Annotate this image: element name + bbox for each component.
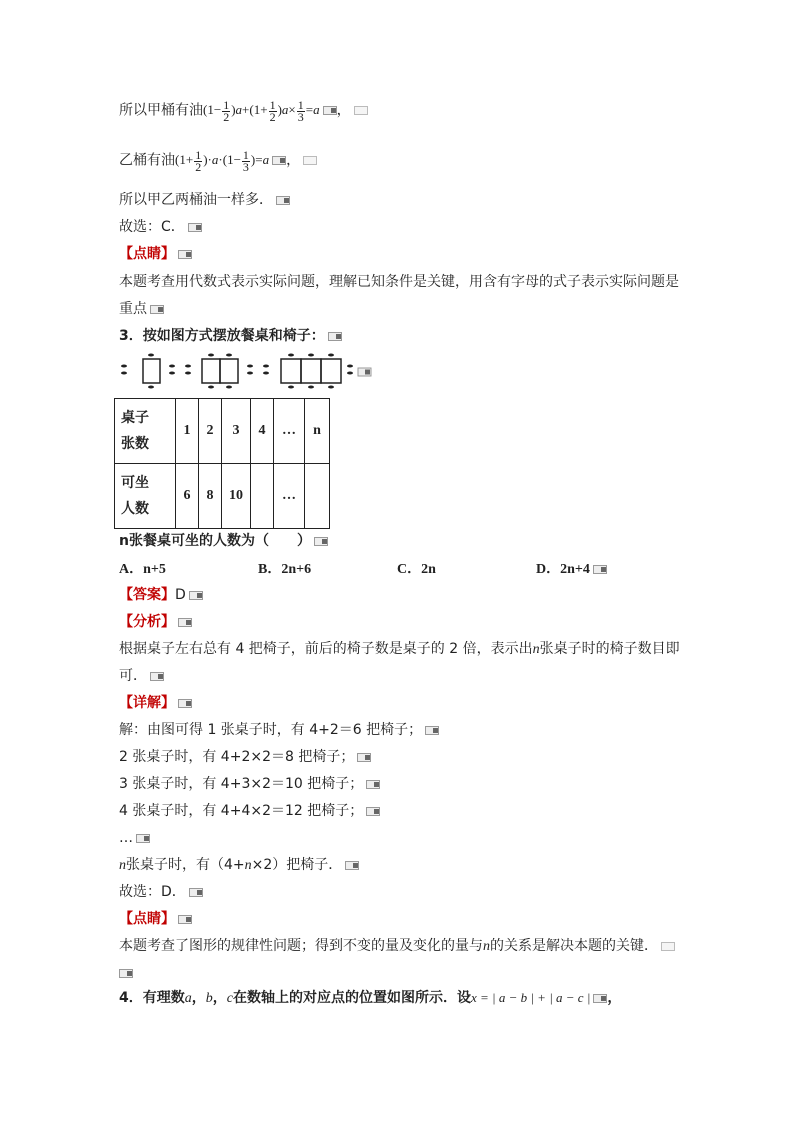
image-placeholder-icon [328,332,342,341]
image-placeholder-icon [276,196,290,205]
arrangement-1-table [121,354,160,389]
answer-line: 【答案】D [119,585,203,605]
text-yi-oil: 乙桶有油 [119,152,175,169]
image-placeholder-icon [661,942,675,951]
image-placeholder-icon [323,106,337,115]
choice-line-d: 故选：D． [119,882,203,902]
question-3-prompt: n张餐桌可坐的人数为（ ） [119,531,328,551]
analysis-line-1: 根据桌子左右总有 4 把椅子，前后的椅子数是桌子的 2 倍，表示出n张桌子时的椅子数目即 [119,641,680,657]
arrangement-3-tables [247,354,353,389]
fenxi-heading: 【分析】 [119,612,192,632]
table-row [115,464,330,529]
table-cell: 1 [176,399,199,464]
xiangjie-heading: 【详解】 [119,693,192,713]
image-placeholder-icon [150,672,164,681]
image-placeholder-icon [593,565,607,574]
formula-yi: (1+ $\frac{1}{2}$ )·a·(1− $\frac{1}{3}$ )=a [175,148,270,174]
image-placeholder-icon [593,994,607,1003]
table-cell [251,464,274,529]
fraction-half: $\frac{1}{2}$ [269,98,276,124]
table-cell: 8 [199,464,222,529]
comment-line-2: 重点 [119,299,164,319]
conclusion-line: 所以甲乙两桶油一样多． [119,190,290,210]
solution-line-jia: 所以甲桶有油(1− $\frac{1}{2}$ )a+(1+ $\frac{1}{2}$ )a× $\frac{1}{3}$ =a ， [119,100,368,123]
fraction-half: $\frac{1}{2}$ [223,98,230,124]
table-chair-arrangement-figure [120,352,382,396]
image-placeholder-icon [366,780,380,789]
choice-line-c: 故选：C． [119,217,202,237]
image-placeholder-icon [272,156,286,165]
table-cell: 4 [251,399,274,464]
image-placeholder-icon [178,699,192,708]
image-placeholder-icon [354,106,368,115]
table-cell: n [305,399,330,464]
q4-formula: x = | a − b | + | a − c | [470,990,591,1005]
comment-line-1: 本题考查用代数式表示实际问题，理解已知条件是关键，用含有字母的式子表示实际问题是 [119,274,679,290]
dianjing-heading: 【点睛】 [119,244,192,264]
arrangement-2-tables [169,354,238,389]
row-label-table-count: 桌子 张数 [115,399,176,464]
table-cell: 10 [222,464,251,529]
image-placeholder-icon [178,250,192,259]
question-4-title: 4．有理数a，b，c在数轴上的对应点的位置如图所示．设x = | a − b | + | a − c | ， [119,990,622,1006]
summary-line: 本题考查了图形的规律性问题；得到不变的量及变化的量与n的关系是解决本题的关键． [119,936,675,957]
option-b[interactable]: B．2n+6 [258,562,312,577]
table-cell: 3 [222,399,251,464]
image-placeholder-icon [178,618,192,627]
step-n: n张桌子时，有（4+n×2）把椅子． [119,855,359,876]
image-placeholder-icon [119,969,133,978]
step-2: 2 张桌子时，有 4+2×2＝8 把椅子； [119,747,371,767]
image-placeholder-icon [188,223,202,232]
summary-line-marker [119,963,133,983]
image-placeholder-icon [178,915,192,924]
image-placeholder-icon [189,591,203,600]
table-row [115,399,330,464]
option-d[interactable]: D．2n+4 [536,558,607,578]
table-cell: … [274,464,305,529]
image-placeholder-icon [425,726,439,735]
image-placeholder-icon [345,861,359,870]
option-a[interactable]: A．n+5 [119,562,166,577]
step-ellipsis: … [119,828,150,848]
analysis-line-2: 可． [119,666,164,686]
table-cell: 6 [176,464,199,529]
fraction-half: $\frac{1}{2}$ [195,148,202,174]
image-placeholder-icon [358,368,371,376]
answer-value: D [175,587,186,603]
fraction-third: $\frac{1}{3}$ [297,98,304,124]
image-placeholder-icon [150,305,164,314]
text-jia-oil: 所以甲桶有油 [119,102,203,119]
step-4: 4 张桌子时，有 4+4×2＝12 把椅子； [119,801,380,821]
step-1: 解：由图可得 1 张桌子时，有 4+2＝6 把椅子； [119,720,439,740]
image-placeholder-icon [303,156,317,165]
table-cell: … [274,399,305,464]
image-placeholder-icon [357,753,371,762]
table-cell [305,464,330,529]
image-placeholder-icon [314,537,328,546]
image-placeholder-icon [136,834,150,843]
dianjing2-heading: 【点睛】 [119,909,192,929]
option-c[interactable]: C．2n [397,562,436,577]
fraction-third: $\frac{1}{3}$ [242,148,249,174]
image-placeholder-icon [366,807,380,816]
question-3-title: 3．按如图方式摆放餐桌和椅子： [119,326,342,346]
table-cell: 2 [199,399,222,464]
image-placeholder-icon [189,888,203,897]
formula-jia: (1− $\frac{1}{2}$ )a+(1+ $\frac{1}{2}$ )a× $\frac{1}{3}$ =a [203,98,320,124]
step-3: 3 张桌子时，有 4+3×2＝10 把椅子； [119,774,380,794]
tables-seats-table [114,398,330,529]
row-label-seat-count: 可坐 人数 [115,464,176,529]
solution-line-yi: 乙桶有油(1+ $\frac{1}{2}$ )·a·(1− $\frac{1}{3}$ )=a ， [119,150,317,173]
